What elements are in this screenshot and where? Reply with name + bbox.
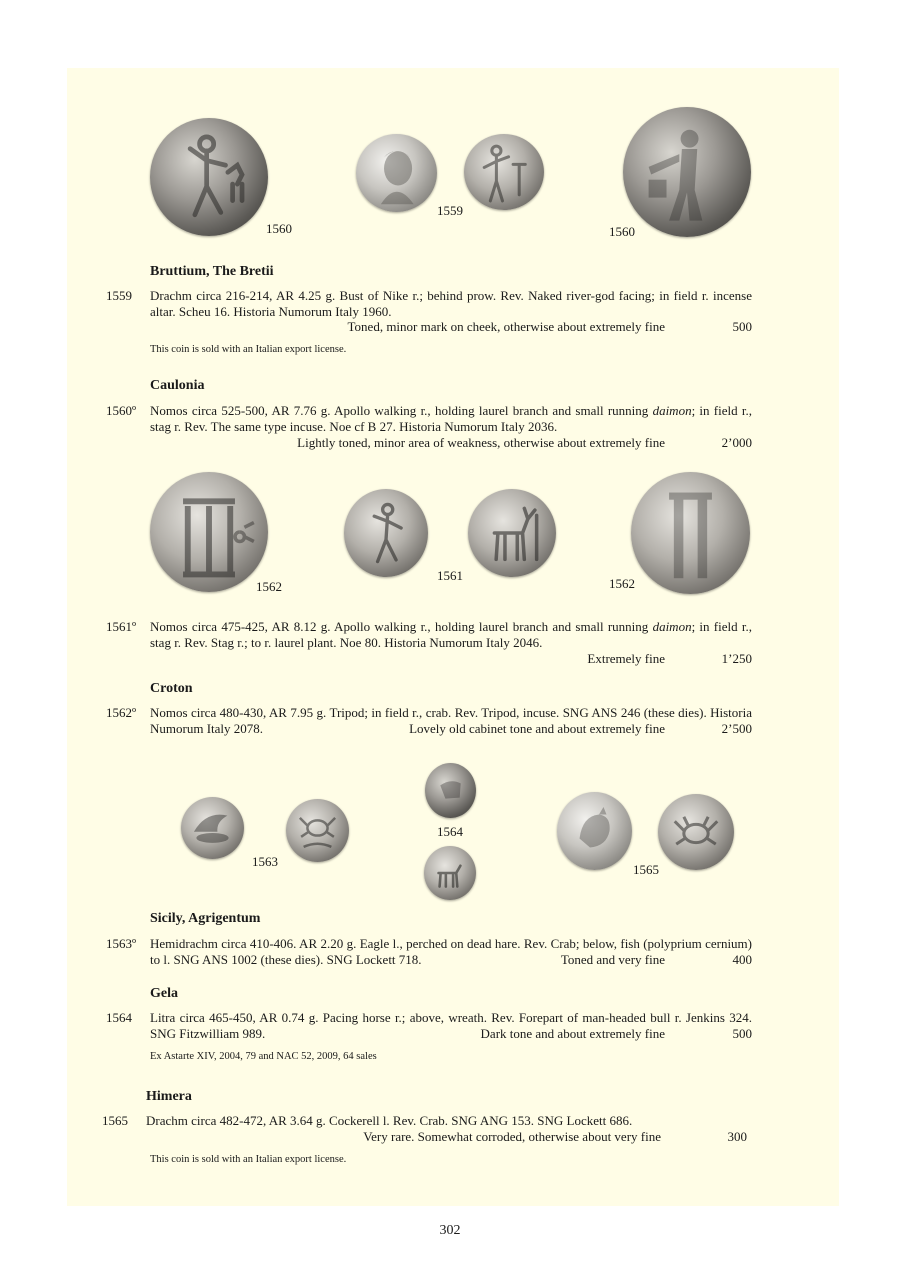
- coin-image-1562-obverse: [150, 472, 268, 592]
- crab-icon: [286, 799, 349, 862]
- coin-label-1562-left: 1562: [256, 579, 282, 594]
- nike-bust-icon: [356, 134, 437, 212]
- lot-price-1563: 400: [732, 952, 752, 967]
- tripod-incuse-icon: [631, 472, 750, 594]
- coin-image-1560-obverse: [150, 118, 268, 236]
- incuse-figure-icon: [623, 107, 751, 237]
- coin-image-1559-obverse: [356, 134, 437, 212]
- lot-price-1565: 300: [727, 1129, 747, 1144]
- desc-text-after: ; in field r., stag r. Rev. Stag r.; to r. laurel plant. Noe 80. Historia Numorum Italy 2046.: [150, 619, 752, 650]
- lot-number-1562: 1562º: [106, 705, 137, 720]
- lot-number-1560: 1560º: [106, 403, 137, 418]
- lot-number-1561: 1561º: [106, 619, 137, 634]
- section-heading-agrigentum: Sicily, Agrigentum: [150, 911, 261, 926]
- lot-condition-1561: Extremely fine: [587, 651, 665, 666]
- section-heading-bruttium: Bruttium, The Bretii: [150, 264, 274, 279]
- lot-description-1560: [150, 403, 752, 435]
- lot-condition-1564: Dark tone and about extremely fine: [480, 1026, 665, 1041]
- section-heading-gela: Gela: [150, 986, 178, 1001]
- desc-text-after: ; in field r., stag r. Rev. The same type incuse. Noe cf B 27. Historia Numorum Italy 2036.: [150, 403, 752, 434]
- desc-text: Nomos circa 480-430, AR 7.95 g. Tripod; in field r., crab. Rev. Tripod, incuse. SNG ANS 246 (these dies). Historia Numorum Italy 2078.: [150, 705, 752, 736]
- coin-image-1563-reverse: [286, 799, 349, 862]
- coin-label-1565: 1565: [633, 862, 659, 877]
- lot-note-1565: This coin is sold with an Italian export license.: [150, 1154, 347, 1165]
- lot-price-1562: 2’500: [721, 721, 752, 736]
- tripod-icon: [150, 472, 268, 592]
- coin-label-1559: 1559: [437, 203, 463, 218]
- desc-text: Drachm circa 482-472, AR 3.64 g. Cockerell l. Rev. Crab. SNG ANG 153. SNG Lockett 686.: [146, 1113, 633, 1128]
- lot-number-1563: 1563º: [106, 936, 137, 951]
- coin-image-1559-reverse: [464, 134, 544, 210]
- page-number: 302: [439, 1223, 461, 1238]
- river-god-icon: [464, 134, 544, 210]
- horse-icon: [424, 846, 476, 900]
- coin-image-1565-reverse: [658, 794, 734, 870]
- lot-condition-1560: Lightly toned, minor area of weakness, otherwise about extremely fine: [297, 435, 665, 450]
- coin-label-1564: 1564: [437, 824, 463, 839]
- coin-image-1561-obverse: [344, 489, 428, 577]
- desc-italic: daimon: [652, 619, 692, 634]
- lot-number-1564: 1564: [106, 1010, 132, 1025]
- crab-icon: [658, 794, 734, 870]
- lot-description-1561: [150, 619, 752, 651]
- desc-text: Litra circa 465-450, AR 0.74 g. Pacing horse r.; above, wreath. Rev. Forepart of man-headed bull r. Jenkins 324. SNG Fitzwilliam 989.: [150, 1010, 752, 1041]
- section-heading-croton: Croton: [150, 681, 193, 696]
- coin-image-1565-obverse: [557, 792, 632, 870]
- section-heading-himera: Himera: [146, 1089, 192, 1104]
- coin-label-1560-left: 1560: [266, 221, 292, 236]
- coin-image-1563-obverse: [181, 797, 244, 859]
- bull-forepart-icon: [425, 763, 476, 818]
- coin-image-1562-reverse: [631, 472, 750, 594]
- lot-description-1559: [150, 288, 752, 320]
- cockerel-icon: [557, 792, 632, 870]
- desc-italic: daimon: [652, 403, 692, 418]
- coin-label-1561: 1561: [437, 568, 463, 583]
- lot-price-1564: 500: [732, 1026, 752, 1041]
- coin-label-1560-right: 1560: [609, 224, 635, 239]
- lot-condition-1559: Toned, minor mark on cheek, otherwise about extremely fine: [347, 319, 665, 334]
- lot-note-1559: This coin is sold with an Italian export license.: [150, 344, 347, 355]
- coin-label-1562-right: 1562: [609, 576, 635, 591]
- lot-condition-1565: Very rare. Somewhat corroded, otherwise about very fine: [363, 1129, 661, 1144]
- lot-condition-1562: Lovely old cabinet tone and about extremely fine: [409, 721, 665, 736]
- coin-image-1564-reverse: [424, 846, 476, 900]
- eagle-icon: [181, 797, 244, 859]
- lot-price-1561: 1’250: [721, 651, 752, 666]
- desc-text: Drachm circa 216-214, AR 4.25 g. Bust of Nike r.; behind prow. Rev. Naked river-god facing; in field r. incense altar. Scheu 16. Historia Numorum Italy 1960.: [150, 288, 752, 319]
- lot-description-1565: [146, 1113, 748, 1129]
- lot-number-1559: 1559: [106, 288, 132, 303]
- coin-image-1564-obverse: [425, 763, 476, 818]
- lot-price-1560: 2’000: [721, 435, 752, 450]
- walking-figure-icon: [150, 118, 268, 236]
- desc-text: Nomos circa 525-500, AR 7.76 g. Apollo walking r., holding laurel branch and small running: [150, 403, 653, 418]
- desc-text: Nomos circa 475-425, AR 8.12 g. Apollo walking r., holding laurel branch and small running: [150, 619, 653, 634]
- coin-label-1563: 1563: [252, 854, 278, 869]
- coin-image-1561-reverse: [468, 489, 556, 577]
- coin-image-1560-reverse: [623, 107, 751, 237]
- apollo-walking-icon: [344, 489, 428, 577]
- lot-price-1559: 500: [732, 319, 752, 334]
- lot-note-1564: Ex Astarte XIV, 2004, 79 and NAC 52, 2009, 64 sales: [150, 1051, 377, 1062]
- lot-number-1565: 1565: [102, 1113, 128, 1128]
- lot-condition-1563: Toned and very fine: [560, 952, 665, 967]
- stag-icon: [468, 489, 556, 577]
- desc-text: Hemidrachm circa 410-406. AR 2.20 g. Eagle l., perched on dead hare. Rev. Crab; below, fish (polyprium cernium) to l. SNG ANS 1002 (these dies). SNG Lockett 718.: [150, 936, 752, 967]
- section-heading-caulonia: Caulonia: [150, 378, 205, 393]
